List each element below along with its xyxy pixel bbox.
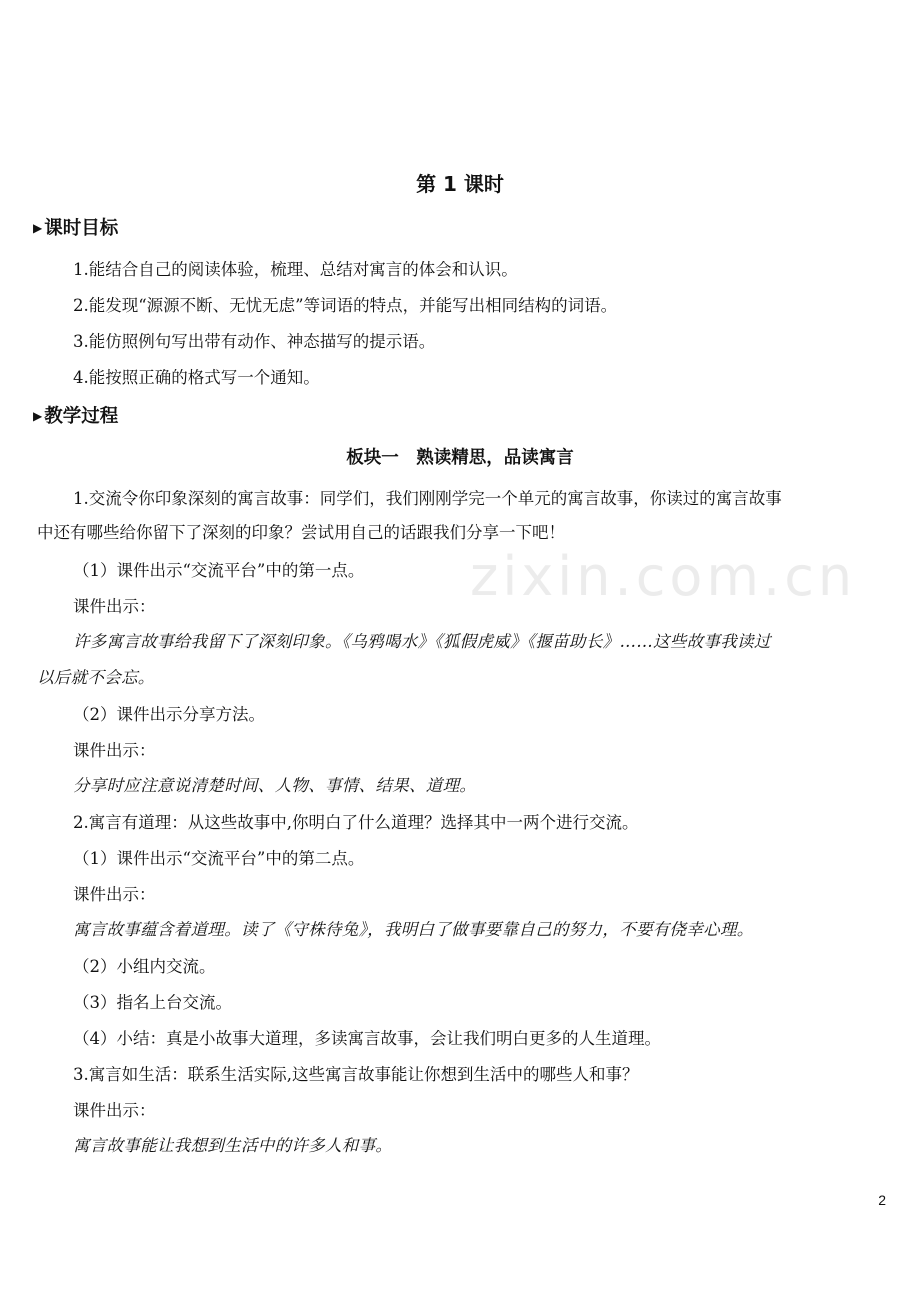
step-item: （2）课件出示分享方法。	[73, 705, 265, 724]
goal-item: 3.能仿照例句写出带有动作、神态描写的提示语。	[73, 332, 436, 351]
section-heading-goals	[33, 216, 880, 241]
paragraph: 2.寓言有道理：从这些故事中,你明白了什么道理？选择其中一两个进行交流。	[73, 813, 639, 832]
triangle-bullet-icon: ▶	[33, 221, 43, 235]
paragraph: 中还有哪些给你留下了深刻的印象？尝试用自己的话跟我们分享一下吧！	[37, 523, 565, 542]
step-item: （1）课件出示“交流平台”中的第二点。	[73, 849, 365, 868]
courseware-text: 许多寓言故事给我留下了深刻印象。《乌鸦喝水》《狐假虎威》《揠苗助长》……这些故事我读过	[73, 632, 771, 651]
watermark: zixin.com.cn	[470, 545, 857, 608]
block-title: 板块一 熟读精思，品读寓言	[346, 448, 574, 468]
step-item: （2）小组内交流。	[73, 957, 216, 976]
courseware-label: 课件出示：	[73, 1101, 156, 1120]
courseware-text: 分享时应注意说清楚时间、人物、事情、结果、道理。	[73, 776, 477, 795]
courseware-text: 以后就不会忘。	[37, 668, 155, 687]
triangle-bullet-icon: ▶	[33, 409, 43, 423]
step-item: （3）指名上台交流。	[73, 993, 232, 1012]
courseware-text: 寓言故事蕴含着道理。读了《守株待兔》，我明白了做事要靠自己的努力，不要有侥幸心理。	[73, 920, 754, 939]
courseware-label: 课件出示：	[73, 741, 156, 760]
courseware-label: 课件出示：	[73, 597, 156, 616]
courseware-label: 课件出示：	[73, 885, 156, 904]
paragraph: 3.寓言如生活：联系生活实际,这些寓言故事能让你想到生活中的哪些人和事？	[73, 1065, 639, 1084]
goal-item: 4.能按照正确的格式写一个通知。	[73, 368, 320, 387]
section-heading-process	[33, 404, 880, 429]
step-item: （1）课件出示“交流平台”中的第一点。	[73, 561, 365, 580]
goal-item: 2.能发现“源源不断、无忧无虑”等词语的特点，并能写出相同结构的词语。	[73, 296, 618, 315]
paragraph: 1.交流令你印象深刻的寓言故事：同学们，我们刚刚学完一个单元的寓言故事，你读过的寓言故事	[73, 489, 782, 508]
step-item: （4）小结：真是小故事大道理，多读寓言故事，会让我们明白更多的人生道理。	[73, 1029, 661, 1048]
section-label: 课时目标	[44, 218, 119, 239]
courseware-text: 寓言故事能让我想到生活中的许多人和事。	[73, 1136, 393, 1155]
goal-item: 1.能结合自己的阅读体验，梳理、总结对寓言的体会和认识。	[73, 260, 518, 279]
page-number: 2	[878, 1192, 886, 1208]
section-label: 教学过程	[44, 406, 119, 427]
page-title: 第 1 课时	[416, 172, 504, 196]
